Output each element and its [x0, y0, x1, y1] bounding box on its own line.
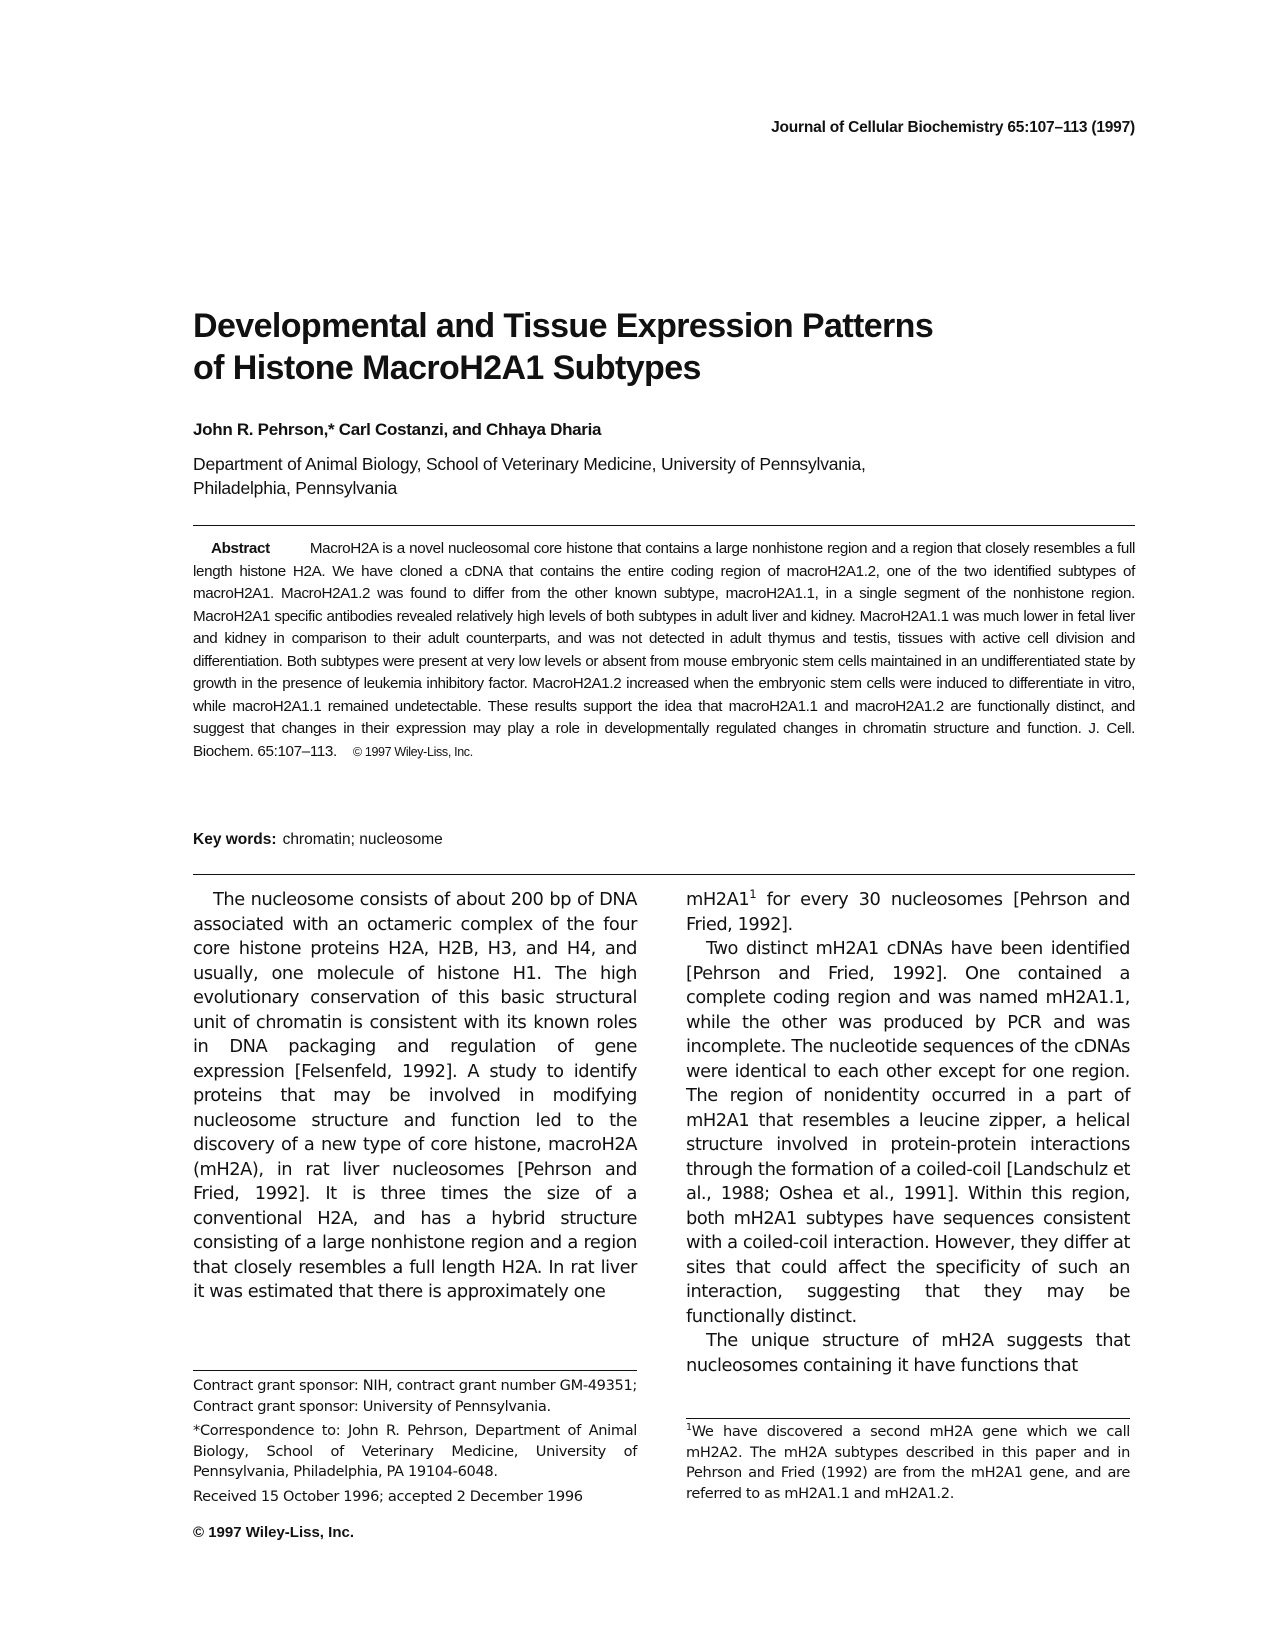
keywords-text: chromatin; nucleosome	[282, 831, 443, 848]
grant-footnote: Contract grant sponsor: NIH, contract grant number GM-49351; Contract grant sponsor: University of Pennsylvania.	[193, 1377, 637, 1415]
journal-header: Journal of Cellular Biochemistry 65:107–113 (1997)	[771, 119, 1135, 136]
title-line-1: Developmental and Tissue Expression Patterns	[193, 307, 934, 345]
title-line-2: of Histone MacroH2A1 Subtypes	[193, 349, 701, 387]
abstract	[193, 538, 1135, 763]
publisher-copyright: © 1997 Wiley-Liss, Inc.	[193, 1524, 354, 1541]
body-column-right	[686, 888, 1130, 1378]
abstract-label: Abstract	[211, 540, 270, 557]
abstract-bottom-rule	[193, 874, 1135, 875]
author-list: John R. Pehrson,* Carl Costanzi, and Chhaya Dharia	[193, 420, 602, 439]
abstract-top-rule	[193, 525, 1135, 526]
footnotes-left	[193, 1376, 637, 1511]
body-paragraph-2: Two distinct mH2A1 cDNAs have been identified [Pehrson and Fried, 1992]. One contained a complete coding region and was named mH2A1.1, while the other was produced by PCR and was incomplete. The nucleotide sequences of the cDNAs were identical to each other except for one region. The region of nonidentity occurred in a part of mH2A1 that resembles a leucine zipper, a helical structure involved in protein-protein interactions through the formation of a coiled-coil [Landschulz et al., 1988; Oshea et al., 1991]. Within this region, both mH2A1 subtypes have sequences consistent with a coiled-coil interaction. However, they differ at sites that could affect the specificity of such an interaction, suggesting that they may be functionally distinct.	[686, 938, 1130, 1327]
footnote-rule-left	[193, 1370, 637, 1371]
keywords-label: Key words:	[193, 831, 277, 848]
footnote-1-text: We have discovered a second mH2A gene which we call mH2A2. The mH2A subtypes described in this paper and in Pehrson and Fried (1992) are from the mH2A1 gene, and are referred to as mH2A1.1 and mH2A1.2.	[686, 1423, 1130, 1502]
affiliation-line-2: Philadelphia, Pennsylvania	[193, 478, 397, 498]
affiliation-line-1: Department of Animal Biology, School of Veterinary Medicine, University of Pennsylvania,	[193, 454, 866, 474]
continued-text-end: for every 30 nucleosomes [Pehrson and Fried, 1992].	[686, 889, 1130, 935]
footnote-rule-right	[686, 1418, 1130, 1419]
footnote-1-marker: 1	[686, 1422, 692, 1434]
affiliation	[193, 452, 1093, 500]
article-title	[193, 305, 1133, 389]
body-paragraph-1: The nucleosome consists of about 200 bp of DNA associated with an octameric complex of the four core histone proteins H2A, H2B, H3, and H4, and usually, one molecule of histone H1. The high evolutionary conservation of this basic structural unit of chromatin is consistent with its known roles in DNA packaging and regulation of gene expression [Felsenfeld, 1992]. A study to identify proteins that may be involved in modifying nucleosome structure and function led to the discovery of a new type of core histone, macroH2A (mH2A), in rat liver nucleosomes [Pehrson and Fried, 1992]. It is three times the size of a conventional H2A, and has a hybrid structure consisting of a large nonhistone region and a region that closely resembles a full length H2A. In rat liver it was estimated that there is approximately one	[193, 889, 637, 1302]
continued-text-start: mH2A1	[686, 889, 750, 910]
received-footnote: Received 15 October 1996; accepted 2 December 1996	[193, 1487, 583, 1505]
body-column-left	[193, 888, 637, 1305]
footnote-1	[686, 1422, 1130, 1504]
abstract-copyright: © 1997 Wiley-Liss, Inc.	[352, 744, 473, 759]
correspondence-footnote: *Correspondence to: John R. Pehrson, Department of Animal Biology, School of Veterinary Medicine, University of Pennsylvania, Philadelphia, PA 19104-6048.	[193, 1422, 637, 1480]
body-paragraph-continued	[686, 888, 1130, 937]
abstract-text: MacroH2A is a novel nucleosomal core histone that contains a large nonhistone region and a region that closely resembles a full length histone H2A. We have cloned a cDNA that contains the entire coding region of macroH2A1.2, one of the two identified subtypes of macroH2A1. MacroH2A1.2 was found to differ from the other known subtype, macroH2A1.1, in a single segment of the nonhistone region. MacroH2A1 specific antibodies revealed relatively high levels of both subtypes in adult liver and kidney. MacroH2A1.1 was much lower in fetal liver and kidney in comparison to their adult counterparts, and was not detected in adult thymus and testis, tissues with active cell division and differentiation. Both subtypes were present at very low levels or absent from mouse embryonic stem cells maintained in an undifferentiated state by growth in the presence of leukemia inhibitory factor. MacroH2A1.2 increased when the embryonic stem cells were induced to differentiate in vitro, while macroH2A1.1 remained undetectable. These results support the idea that macroH2A1.1 and macroH2A1.2 are functionally distinct, and suggest that changes in their expression may play a role in developmentally regulated changes in chromatin structure and function. J. Cell. Biochem. 65:107–113.	[193, 540, 1135, 760]
body-paragraph-3: The unique structure of mH2A suggests that nucleosomes containing it have functions that	[686, 1330, 1130, 1376]
keywords	[193, 831, 443, 849]
footnote-marker: 1	[749, 887, 757, 902]
footnotes-right	[686, 1422, 1130, 1508]
